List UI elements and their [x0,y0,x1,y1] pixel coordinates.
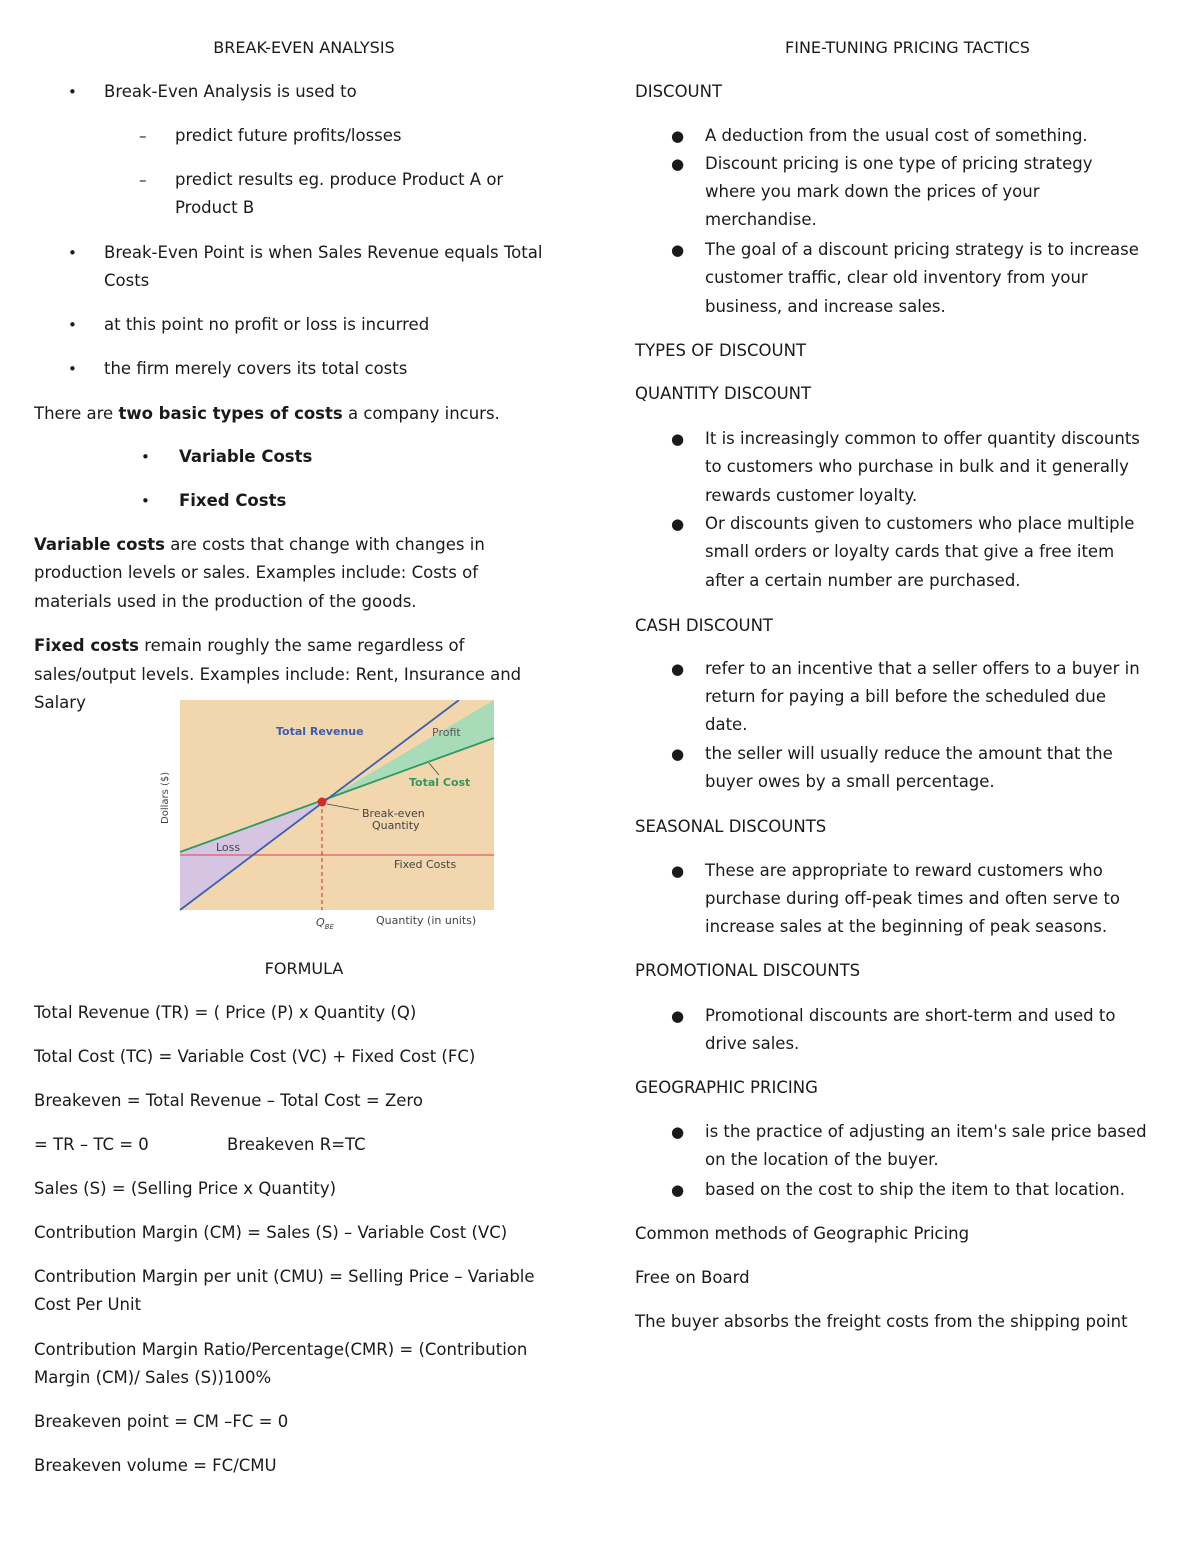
list-item: drive sales. [705,1034,800,1053]
sub-list-item: predict results eg. produce Product A or [175,170,504,189]
formula-line: Total Revenue (TR) = ( Price (P) x Quantity (Q) [34,1003,417,1022]
fixed-costs-paragraph: Fixed costs remain roughly the same regardless of [34,636,465,655]
bullet-icon: ● [671,660,685,678]
y-axis-label: Dollars ($) [160,771,171,824]
list-item: is the practice of adjusting an item's sale price based [705,1122,1147,1141]
fixed-costs-paragraph: sales/output levels. Examples include: Rent, Insurance and [34,665,522,684]
subheading-quantity-discount: QUANTITY DISCOUNT [635,384,812,403]
subheading-types-of-discount: TYPES OF DISCOUNT [635,341,807,360]
list-item: Promotional discounts are short-term and used to [705,1006,1116,1025]
list-item: A deduction from the usual cost of something. [705,126,1088,145]
fixed-costs-label: Fixed Costs [394,858,457,871]
list-item: Break-Even Analysis is used to [104,82,357,101]
paragraph: The buyer absorbs the freight costs from the shipping point [635,1312,1128,1331]
formula-line: Contribution Margin Ratio/Percentage(CMR) = (Contribution [34,1340,528,1359]
bullet-icon: ● [671,862,685,880]
cost-type-fixed: Fixed Costs [179,491,287,510]
formula-line: Breakeven R=TC [227,1135,366,1154]
list-item: It is increasingly common to offer quantity discounts [705,429,1140,448]
sub-list-item: Product B [175,198,255,217]
list-item: the firm merely covers its total costs [104,359,408,378]
formula-heading: FORMULA [264,959,344,978]
total-cost-label: Total Cost [409,776,471,789]
list-item: Break-Even Point is when Sales Revenue equals Total [104,243,543,262]
list-item: business, and increase sales. [705,297,946,316]
bullet-icon: • [68,316,77,334]
list-item: The goal of a discount pricing strategy is to increase [705,240,1139,259]
list-item: Costs [104,271,150,290]
subheading-discount: DISCOUNT [635,82,723,101]
list-item: buyer owes by a small percentage. [705,772,995,791]
break-even-chart [144,700,504,938]
bullet-icon: • [68,360,77,378]
sub-list-item: predict future profits/losses [175,126,402,145]
list-item: at this point no profit or loss is incurred [104,315,430,334]
list-item: after a certain number are purchased. [705,571,1021,590]
bullet-icon: ● [671,155,685,173]
bullet-icon: • [68,83,77,101]
paragraph: Common methods of Geographic Pricing [635,1224,970,1243]
list-item: on the location of the buyer. [705,1150,939,1169]
list-item: rewards customer loyalty. [705,486,918,505]
list-item: the seller will usually reduce the amount that the [705,744,1113,763]
subheading-seasonal-discounts: SEASONAL DISCOUNTS [635,817,827,836]
list-item: Discount pricing is one type of pricing strategy [705,154,1093,173]
dash-icon: – [139,171,147,189]
variable-costs-paragraph: Variable costs are costs that change with changes in [34,535,485,554]
breakeven-label: Break-even [362,807,425,820]
formula-line: Total Cost (TC) = Variable Cost (VC) + Fixed Cost (FC) [34,1047,476,1066]
subheading-promotional-discounts: PROMOTIONAL DISCOUNTS [635,961,861,980]
bullet-icon: ● [671,515,685,533]
list-item: return for paying a bill before the scheduled due [705,687,1106,706]
formula-line: = TR – TC = 0 [34,1135,149,1154]
bullet-icon: ● [671,1007,685,1025]
paragraph: Free on Board [635,1268,750,1287]
list-item: purchase during off-peak times and often serve to [705,889,1121,908]
list-item: based on the cost to ship the item to that location. [705,1180,1125,1199]
list-item: where you mark down the prices of your [705,182,1040,201]
formula-line: Margin (CM)/ Sales (S))100% [34,1368,272,1387]
list-item: customer traffic, clear old inventory from your [705,268,1088,287]
formula-line: Breakeven point = CM –FC = 0 [34,1412,289,1431]
total-revenue-label: Total Revenue [276,725,364,738]
loss-label: Loss [216,841,241,854]
formula-line: Breakeven = Total Revenue – Total Cost = Zero [34,1091,423,1110]
breakeven-label: Quantity [372,819,420,832]
formula-line: Cost Per Unit [34,1295,142,1314]
subheading-geographic-pricing: GEOGRAPHIC PRICING [635,1078,818,1097]
list-item: refer to an incentive that a seller offers to a buyer in [705,659,1140,678]
bullet-icon: • [141,448,150,466]
formula-line: Contribution Margin per unit (CMU) = Selling Price – Variable [34,1267,535,1286]
bullet-icon: • [68,244,77,262]
bullet-icon: ● [671,430,685,448]
profit-label: Profit [432,726,461,739]
formula-line: Sales (S) = (Selling Price x Quantity) [34,1179,337,1198]
bullet-icon: ● [671,127,685,145]
fixed-costs-paragraph: Salary [34,693,86,712]
section-heading-pricing-tactics: FINE-TUNING PRICING TACTICS [785,38,1030,57]
cost-type-variable: Variable Costs [179,447,313,466]
list-item: These are appropriate to reward customers who [705,861,1103,880]
x-tick-label: $Q_{BE}$ [316,916,334,931]
list-item: increase sales at the beginning of peak seasons. [705,917,1108,936]
subheading-cash-discount: CASH DISCOUNT [635,616,773,635]
formula-line: Breakeven volume = FC/CMU [34,1456,277,1475]
bullet-icon: ● [671,745,685,763]
bullet-icon: ● [671,1123,685,1141]
list-item: small orders or loyalty cards that give a free item [705,542,1115,561]
x-axis-label: Quantity (in units) [376,914,477,927]
cost-types-intro: There are two basic types of costs a company incurs. [34,404,500,423]
list-item: date. [705,715,748,734]
breakeven-point [318,798,327,807]
bullet-icon: ● [671,241,685,259]
section-heading-break-even: BREAK-EVEN ANALYSIS [213,38,395,57]
list-item: to customers who purchase in bulk and it generally [705,457,1129,476]
dash-icon: – [139,127,147,145]
variable-costs-paragraph: production levels or sales. Examples include: Costs of [34,563,479,582]
bullet-icon: ● [671,1181,685,1199]
list-item: Or discounts given to customers who place multiple [705,514,1135,533]
list-item: merchandise. [705,210,817,229]
bullet-icon: • [141,492,150,510]
variable-costs-paragraph: materials used in the production of the goods. [34,592,417,611]
formula-line: Contribution Margin (CM) = Sales (S) – Variable Cost (VC) [34,1223,508,1242]
